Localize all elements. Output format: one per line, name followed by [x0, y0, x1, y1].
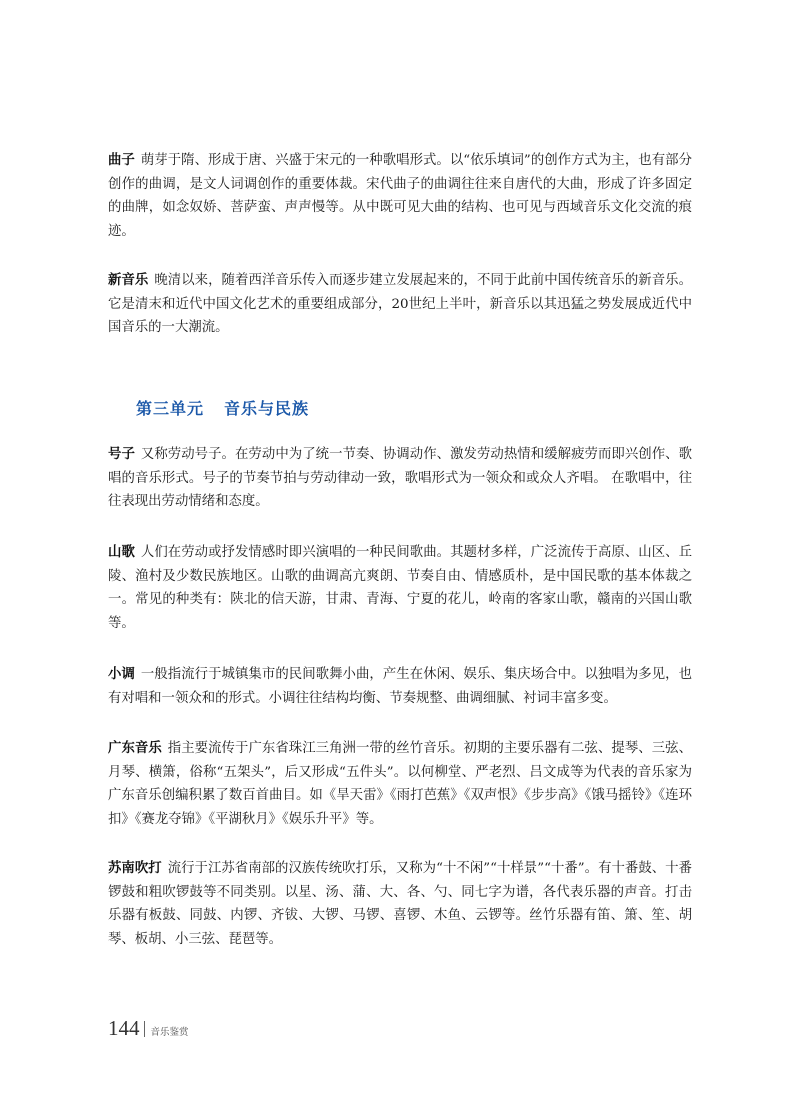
term-guangdong-yinyue: 广东音乐 [108, 740, 162, 756]
book-title: 音乐鉴赏 [150, 1027, 189, 1038]
definition-quzi: 萌芽于隋、形成于唐、兴盛于宋元的一种歌唱形式。以“依乐填词”的创作方式为主，也有部分创作的曲调，是文人词调创作的重要体裁。宋代曲子的曲调往往来自唐代的大曲，形成了许多固定的曲牌，如念奴娇、菩萨蛮、声声慢等。从中既可见大曲的结构、也可见与西域音乐文化交流的痕迹。 [108, 153, 692, 239]
definition-haozi: 又称劳动号子。在劳动中为了统一节奏、协调动作、激发劳动热情和缓解疲劳而即兴创作、歌唱的音乐形式。号子的节奏节拍与劳动律动一致，歌唱形式为一领众和或众人齐唱。 在歌唱中，往往表现出劳动情绪和态度。 [108, 447, 693, 509]
section-unit: 第三单元 [136, 399, 205, 418]
entry-shange [108, 541, 692, 635]
entry-xinyinyue [108, 269, 692, 340]
term-xiaodiao: 小调 [108, 666, 135, 682]
definition-shange: 人们在劳动或抒发情感时即兴演唱的一种民间歌曲。其题材多样，广泛流传于高原、山区、丘陵、渔村及少数民族地区。山歌的曲调高亢爽朗、节奏自由、情感质朴，是中国民歌的基本体裁之一。常见的种类有：陕北的信天游，甘肃、青海、宁夏的花儿，岭南的客家山歌，赣南的兴国山歌等。 [108, 545, 693, 631]
term-haozi: 号子 [108, 446, 135, 462]
definition-xiaodiao: 一般指流行于城镇集市的民间歌舞小曲，产生在休闲、娱乐、集庆场合中。以独唱为多见，也有对唱和一领众和的形式。小调往往结构均衡、节奏规整、曲调细腻、衬词丰富多变。 [108, 667, 693, 706]
section-heading [136, 396, 309, 419]
definition-sunan-chuida: 流行于江苏省南部的汉族传统吹打乐，又称为“十不闲”“十样景”“十番”。有十番鼓、十番锣鼓和粗吹锣鼓等不同类别。以星、汤、蒲、大、各、勺、同七字为谱，各代表乐器的声音。打击乐器有板鼓、同鼓、内锣、齐钹、大锣、马锣、喜锣、木鱼、云锣等。丝竹乐器有笛、箫、笙、胡琴、板胡、小三弦、琵琶等。 [108, 861, 692, 947]
term-sunan-chuida: 苏南吹打 [108, 860, 162, 876]
term-quzi: 曲子 [108, 152, 135, 168]
entry-quzi [108, 149, 692, 243]
footer-divider [144, 1021, 145, 1037]
entry-guangdong-yinyue [108, 737, 692, 831]
term-xinyinyue: 新音乐 [108, 272, 149, 288]
entry-xiaodiao [108, 663, 692, 710]
entry-haozi [108, 443, 692, 514]
definition-xinyinyue: 晚清以来，随着西洋音乐传入而逐步建立发展起来的，不同于此前中国传统音乐的新音乐。它是清末和近代中国文化艺术的重要组成部分，20世纪上半叶，新音乐以其迅猛之势发展成近代中国音乐的一大潮流。 [108, 273, 693, 335]
entry-sunan-chuida [108, 857, 692, 951]
term-shange: 山歌 [108, 544, 135, 560]
section-title: 音乐与民族 [224, 399, 310, 418]
page-footer [108, 1016, 189, 1041]
page-number: 144 [108, 1016, 140, 1040]
definition-guangdong-yinyue: 指主要流传于广东省珠江三角洲一带的丝竹音乐。初期的主要乐器有二弦、提琴、三弦、月琴、横箫，俗称“五架头”，后又形成“五件头”。以何柳堂、严老烈、吕文成等为代表的音乐家为广东音乐创编积累了数百首曲目。如《旱天雷》《雨打芭蕉》《双声恨》《步步高》《饿马摇铃》《连环扣》《赛龙夺锦》《平湖秋月》《娱乐升平》等。 [108, 741, 693, 827]
